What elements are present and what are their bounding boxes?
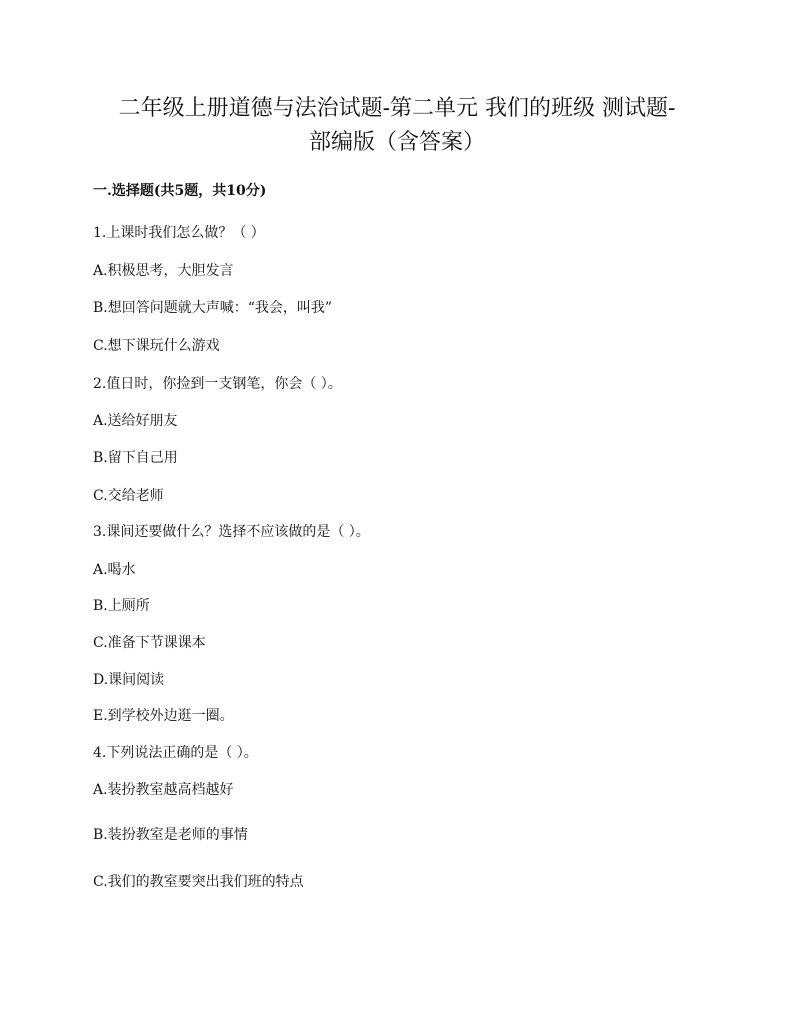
title-line-2: 部编版（含答案） (308, 130, 485, 155)
question-2-stem: 2.值日时，你捡到一支钢笔，你会（ ）。 (93, 376, 342, 392)
question-3-option-a: A.喝水 (93, 562, 136, 578)
question-1-option-a: A.积极思考，大胆发言 (93, 263, 234, 279)
question-3-option-d: D.课间阅读 (93, 672, 165, 688)
document-title (60, 92, 734, 160)
question-4-option-a: A.装扮教室越高档越好 (93, 782, 234, 798)
section-heading: 一.选择题(共5题，共10分) (93, 183, 267, 199)
question-2-option-a: A.送给好朋友 (93, 413, 178, 429)
question-1-option-b: B.想回答问题就大声喊：“我会，叫我” (93, 300, 333, 316)
question-2-option-c: C.交给老师 (93, 488, 164, 504)
title-line-1: 二年级上册道德与法治试题-第二单元 我们的班级 测试题- (118, 96, 676, 121)
question-4-stem: 4.下列说法正确的是（ ）。 (93, 745, 258, 761)
question-2-option-b: B.留下自己用 (93, 450, 178, 466)
question-4-option-c: C.我们的教室要突出我们班的特点 (93, 874, 304, 890)
question-3-option-b: B.上厕所 (93, 598, 150, 614)
question-3-stem: 3.课间还要做什么？选择不应该做的是（ ）。 (93, 524, 370, 540)
question-3-option-e: E.到学校外边逛一圈。 (93, 708, 234, 724)
question-1-option-c: C.想下课玩什么游戏 (93, 338, 220, 354)
question-4-option-b: B.装扮教室是老师的事情 (93, 827, 248, 843)
question-3-option-c: C.准备下节课课本 (93, 635, 206, 651)
question-1-stem: 1.上课时我们怎么做？（ ） (93, 225, 265, 241)
